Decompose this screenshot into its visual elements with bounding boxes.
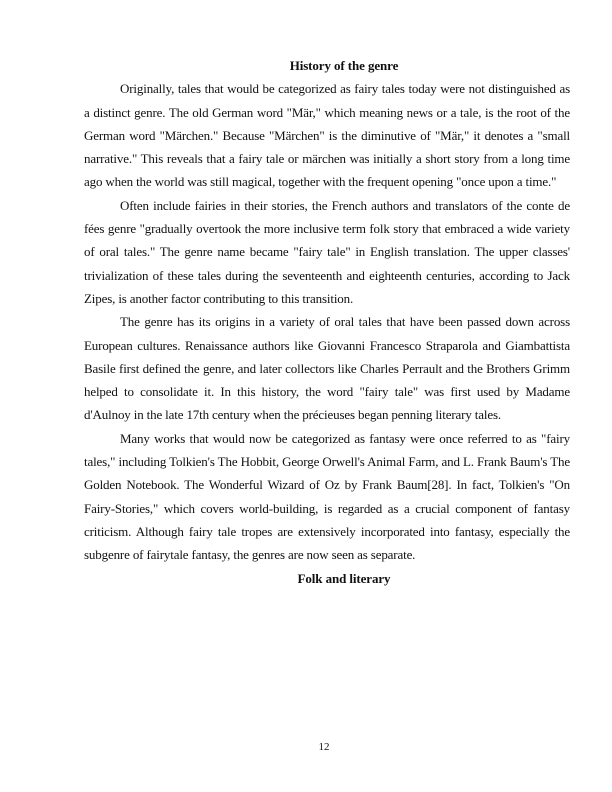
- paragraph-origins: Originally, tales that would be categorized as fairy tales today were not distinguished as a distinct genre. The old German word "Mär," which meaning news or a tale, is the root of the German word "Märchen." Because "Märchen" is the diminutive of "Mär," it denotes a "small narrative." This reveals that a fairy tale or märchen was initially a short story from a long time ago when the world was still magical, together with the frequent opening "once upon a time.": [84, 81, 570, 190]
- page-number: 12: [318, 741, 330, 753]
- section-heading-folk-literary: Folk and literary: [297, 570, 391, 586]
- paragraph-fantasy: Many works that would now be categorized as fantasy were once referred to as "fairy tales," including Tolkien's The Hobbit, George Orwell's Animal Farm, and L. Frank Baum's The Golden Notebook. The Wonderful Wizard of Oz by Frank Baum[28]. In fact, Tolkien's "On Fairy-Stories," which covers world-building, is regarded as a crucial component of fantasy criticism. Although fairy tale tropes are extensively incorporated into fantasy, especially the subgenre of fairytale fantasy, the genres are now seen as separate.: [84, 430, 570, 563]
- section-heading-history: History of the genre: [289, 58, 399, 73]
- paragraph-oral-tales: The genre has its origins in a variety of oral tales that have been passed down across European cultures. Renaissance authors like Giovanni Francesco Straparola and Giambattista Basile first defined the genre, and later collectors like Charles Perrault and the Brothers Grimm helped to consolidate it. In this history, the word "fairy tale" was first used by Madame d'Aulnoy in the late 17th century when the précieuses began penning literary tales.: [84, 314, 570, 423]
- page-body: [84, 54, 570, 590]
- paragraph-french-authors: Often include fairies in their stories, the French authors and translators of the conte de fées genre "gradually overtook the more inclusive term folk story that embraced a wide variety of oral tales." The genre name became "fairy tale" in English translation. The upper classes' trivialization of these tales during the seventeenth and eighteenth centuries, according to Jack Zipes, is another factor contributing to this transition.: [84, 197, 570, 306]
